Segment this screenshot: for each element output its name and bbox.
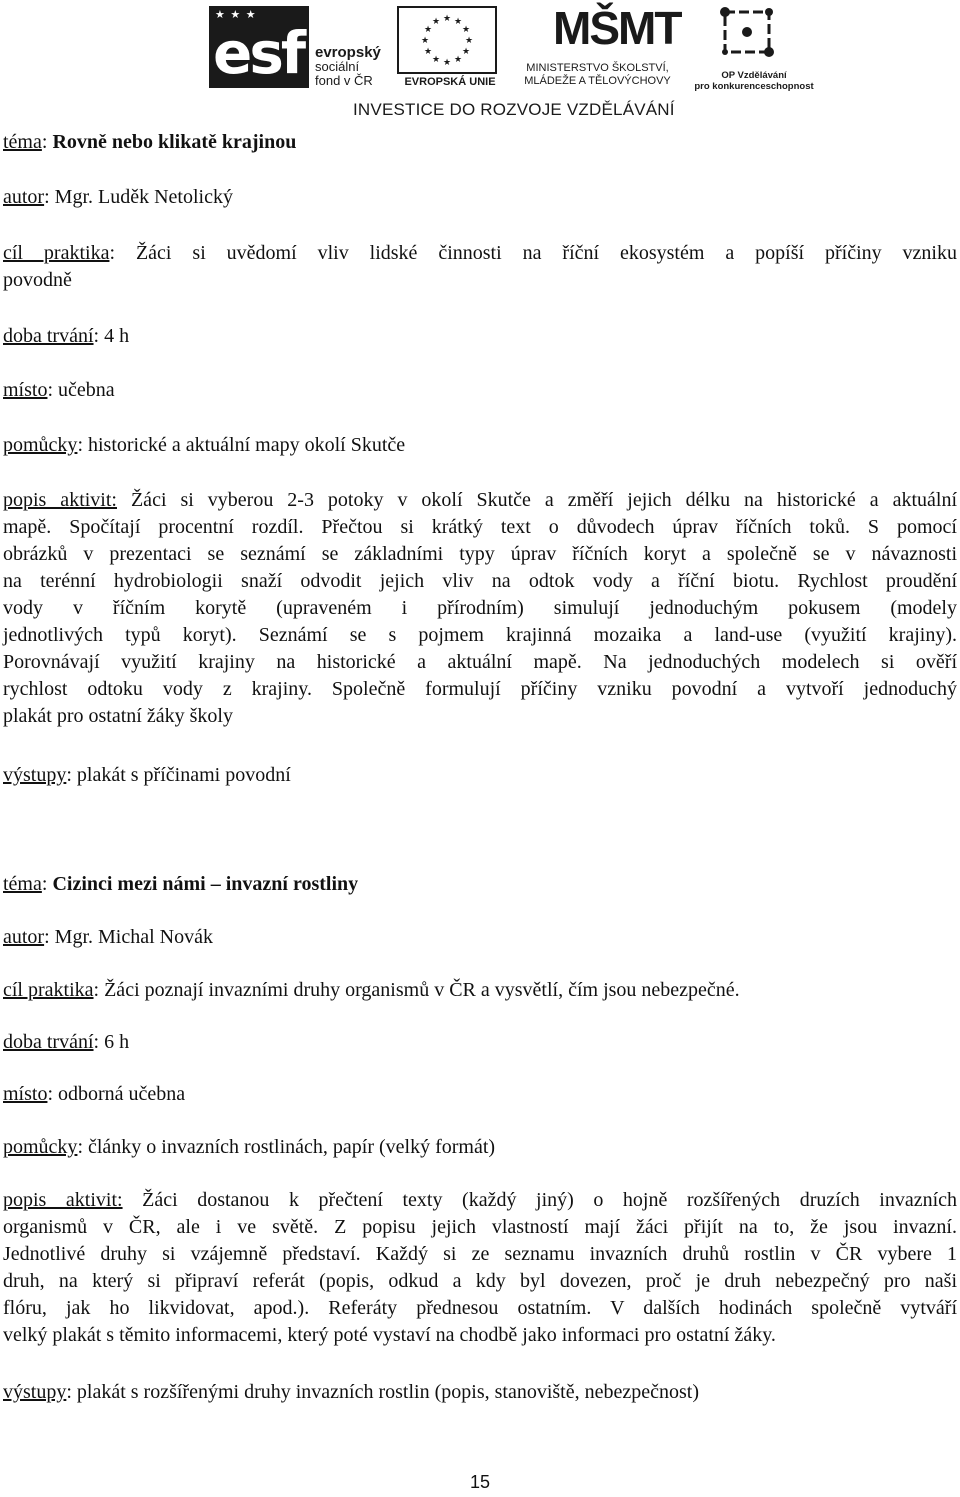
opvk-logo	[693, 4, 818, 96]
s2-activities-row-5: flóru, jak ho likvidovat, apod.). Referáty přednesou ostatním. V dalších hodinách společně vytváří	[3, 1297, 957, 1319]
s1-activities-row-9: plakát pro ostatní žáky školy	[3, 705, 233, 727]
eu-label: EVROPSKÁ UNIE	[404, 76, 496, 88]
s1-outputs-value: plakát s příčinami povodní	[76, 764, 291, 786]
s1-topic: téma: Rovně nebo klikatě krajinou	[3, 131, 297, 153]
s1-activities-row-7: Porovnávají využití krajiny na historické a aktuální mapě. Na jednoduchých modelech si ověří	[3, 651, 957, 673]
svg-text:★: ★	[461, 47, 471, 57]
esf-line-3: fond v ČR	[315, 73, 373, 88]
s1-activities-row-5: vody v říčním korytě (upraveném i přírodním) simulují jednoduchým pokusem (modely	[3, 597, 957, 619]
s1-activities-row-2: mapě. Spočítají procentní rozdíl. Přečtou si krátký text o důvodech úprav říčních toků. S pomocí	[3, 516, 957, 538]
s1-activities-row-6: jednotlivých typů koryt). Seznámí se s pojmem krajinná mozaika a land-use (využití krajiny).	[3, 624, 957, 646]
svg-text:★: ★	[453, 55, 463, 65]
opvk-line-1: OP Vzdělávání	[721, 70, 787, 81]
s2-activities-row-2: organismů v ČR, ale i ve světě. Z popisu jejich vlastností mají žáci přijít na to, že jsou invazní.	[3, 1216, 957, 1238]
s1-author-value: Mgr. Luděk Netolický	[54, 186, 233, 208]
esf-mark: esf	[213, 19, 304, 87]
s1-topic-label: téma	[3, 131, 42, 153]
s2-tools-label: pomůcky	[3, 1136, 78, 1158]
svg-text:★: ★	[464, 36, 474, 46]
s1-goal-row-1: cíl praktika: Žáci si uvědomí vliv lidské činnosti na říční ekosystém a popíší příčiny vzniku	[3, 242, 957, 264]
svg-text:★: ★	[420, 36, 430, 46]
s2-place-value: odborná učebna	[58, 1083, 186, 1105]
s2-activities-row-1	[3, 1187, 957, 1214]
s2-activities	[3, 1187, 957, 1349]
s2-activities-row-3: Jednotlivé druhy si vzájemně představí. Každý si ze seznamu invazních druhů rostlin v ČR vybere 1	[3, 1243, 957, 1265]
s2-topic-value: Cizinci mezi námi – invazní rostliny	[52, 873, 359, 895]
s1-goal-row-2: povodně	[3, 269, 72, 291]
s1-place-value: učebna	[58, 379, 115, 401]
esf-line-1: evropský	[315, 44, 381, 61]
s2-activities-text-1: Žáci dostanou k přečtení texty (každý jiný) o hojně rozšířených druzích invazních	[142, 1189, 958, 1211]
s1-activities-label: popis aktivit:	[3, 489, 117, 511]
s2-activities-row-4: druh, na který si připraví referát (popis, odkud a kdy byl dovezen, proč je druh nebezpečný pro naši	[3, 1270, 957, 1292]
s2-goal-label: cíl praktika	[3, 979, 94, 1001]
banner-slogan: INVESTICE DO ROZVOJE VZDĚLÁVÁNÍ	[353, 100, 675, 119]
msmt-line-2: MLÁDEŽE A TĚLOVÝCHOVY	[524, 75, 671, 87]
s2-topic: téma: Cizinci mezi námi – invazní rostliny	[3, 873, 359, 895]
svg-text:★: ★	[423, 25, 433, 35]
s1-goal-text-1: Žáci si uvědomí vliv lidské činnosti na říční ekosystém a popíší příčiny vzniku	[135, 242, 957, 264]
page-number: 15	[469, 1472, 491, 1492]
s1-activities-row-3: obrázků v prezentaci se seznámí se základními typy úprav říčních koryt a společně se v návaznosti	[3, 543, 957, 565]
esf-logo	[205, 4, 395, 96]
s1-tools: pomůcky: historické a aktuální mapy okolí Skutče	[3, 434, 406, 456]
s1-topic-value: Rovně nebo klikatě krajinou	[52, 131, 297, 153]
s2-outputs-label: výstupy	[3, 1381, 67, 1403]
esf-text	[315, 46, 381, 88]
s1-outputs: výstupy: plakát s příčinami povodní	[3, 764, 291, 786]
s1-place: místo: učebna	[3, 379, 115, 401]
s2-duration: doba trvání: 6 h	[3, 1031, 130, 1053]
s2-duration-label: doba trvání	[3, 1031, 94, 1053]
s1-duration: doba trvání: 4 h	[3, 325, 130, 347]
logo-banner	[205, 0, 820, 128]
s1-activities	[3, 487, 957, 730]
s2-topic-label: téma	[3, 873, 42, 895]
msmt-text	[505, 62, 690, 88]
s2-activities-row-6: velký plakát s těmito informacemi, který poté vystaví na chodbě jako informaci pro ostatní žáky.	[3, 1324, 776, 1346]
s2-tools-value: články o invazních rostlinách, papír (velký formát)	[88, 1136, 496, 1158]
s2-author: autor: Mgr. Michal Novák	[3, 926, 213, 948]
s2-duration-value: 6 h	[104, 1031, 130, 1053]
s2-outputs: výstupy: plakát s rozšířenými druhy invazních rostlin (popis, stanoviště, nebezpečnost)	[3, 1381, 699, 1403]
svg-text:★: ★	[453, 17, 463, 27]
s1-author-label: autor	[3, 186, 45, 208]
s1-author: autor: Mgr. Luděk Netolický	[3, 186, 233, 208]
s1-goal-label: cíl praktika	[3, 242, 110, 264]
msmt-logo	[505, 2, 690, 94]
svg-text:★: ★	[461, 25, 471, 35]
msmt-mark: MŠMT	[553, 2, 681, 54]
eu-flag-icon	[397, 6, 497, 74]
s1-duration-value: 4 h	[104, 325, 130, 347]
s2-tools: pomůcky: články o invazních rostlinách, papír (velký formát)	[3, 1136, 496, 1158]
s1-outputs-label: výstupy	[3, 764, 67, 786]
svg-text:★: ★	[431, 55, 441, 65]
s2-place-label: místo	[3, 1083, 48, 1105]
opvk-line-2: pro konkurenceschopnost	[694, 81, 814, 92]
eu-stars-icon	[399, 8, 495, 72]
s1-activities-text-1: Žáci si vyberou 2-3 potoky v okolí Skutče a změří jejich délku na historické a aktuální	[130, 489, 958, 511]
msmt-line-1: MINISTERSTVO ŠKOLSTVÍ,	[526, 62, 669, 74]
s1-tools-label: pomůcky	[3, 434, 78, 456]
opvk-mark-icon	[715, 6, 779, 58]
s2-goal: cíl praktika: Žáci poznají invazními druhy organismů v ČR a vysvětlí, čím jsou nebezpečné.	[3, 979, 740, 1001]
s1-activities-row-4: na terénní hydrobiologii snaží odvodit jejich vliv na odtok vody a říční biotu. Rychlost proudění	[3, 570, 957, 592]
s1-tools-value: historické a aktuální mapy okolí Skutče	[88, 434, 406, 456]
s2-author-value: Mgr. Michal Novák	[54, 926, 213, 948]
s1-goal	[3, 240, 957, 294]
s1-activities-row-8: rychlost odtoku vody z krajiny. Společně formulují příčiny vzniku povodní a vytvoří jednoduchý	[3, 678, 957, 700]
svg-text:★: ★	[423, 47, 433, 57]
esf-line-2: sociální	[315, 59, 360, 74]
svg-text:★: ★	[431, 17, 441, 27]
opvk-text	[693, 70, 815, 92]
s2-outputs-value: plakát s rozšířenými druhy invazních rostlin (popis, stanoviště, nebezpečnost)	[76, 1381, 699, 1403]
s2-place: místo: odborná učebna	[3, 1083, 186, 1105]
esf-stars-icon: ★ ★ ★	[215, 8, 257, 21]
svg-text:★: ★	[442, 58, 452, 68]
s1-duration-label: doba trvání	[3, 325, 94, 347]
svg-text:★: ★	[442, 14, 452, 24]
s2-author-label: autor	[3, 926, 45, 948]
s1-activities-row-1	[3, 487, 957, 514]
s2-goal-value: Žáci poznají invazními druhy organismů v ČR a vysvětlí, čím jsou nebezpečné.	[104, 979, 740, 1001]
s1-place-label: místo	[3, 379, 48, 401]
eu-logo	[395, 6, 505, 96]
s2-activities-label: popis aktivit:	[3, 1189, 123, 1211]
